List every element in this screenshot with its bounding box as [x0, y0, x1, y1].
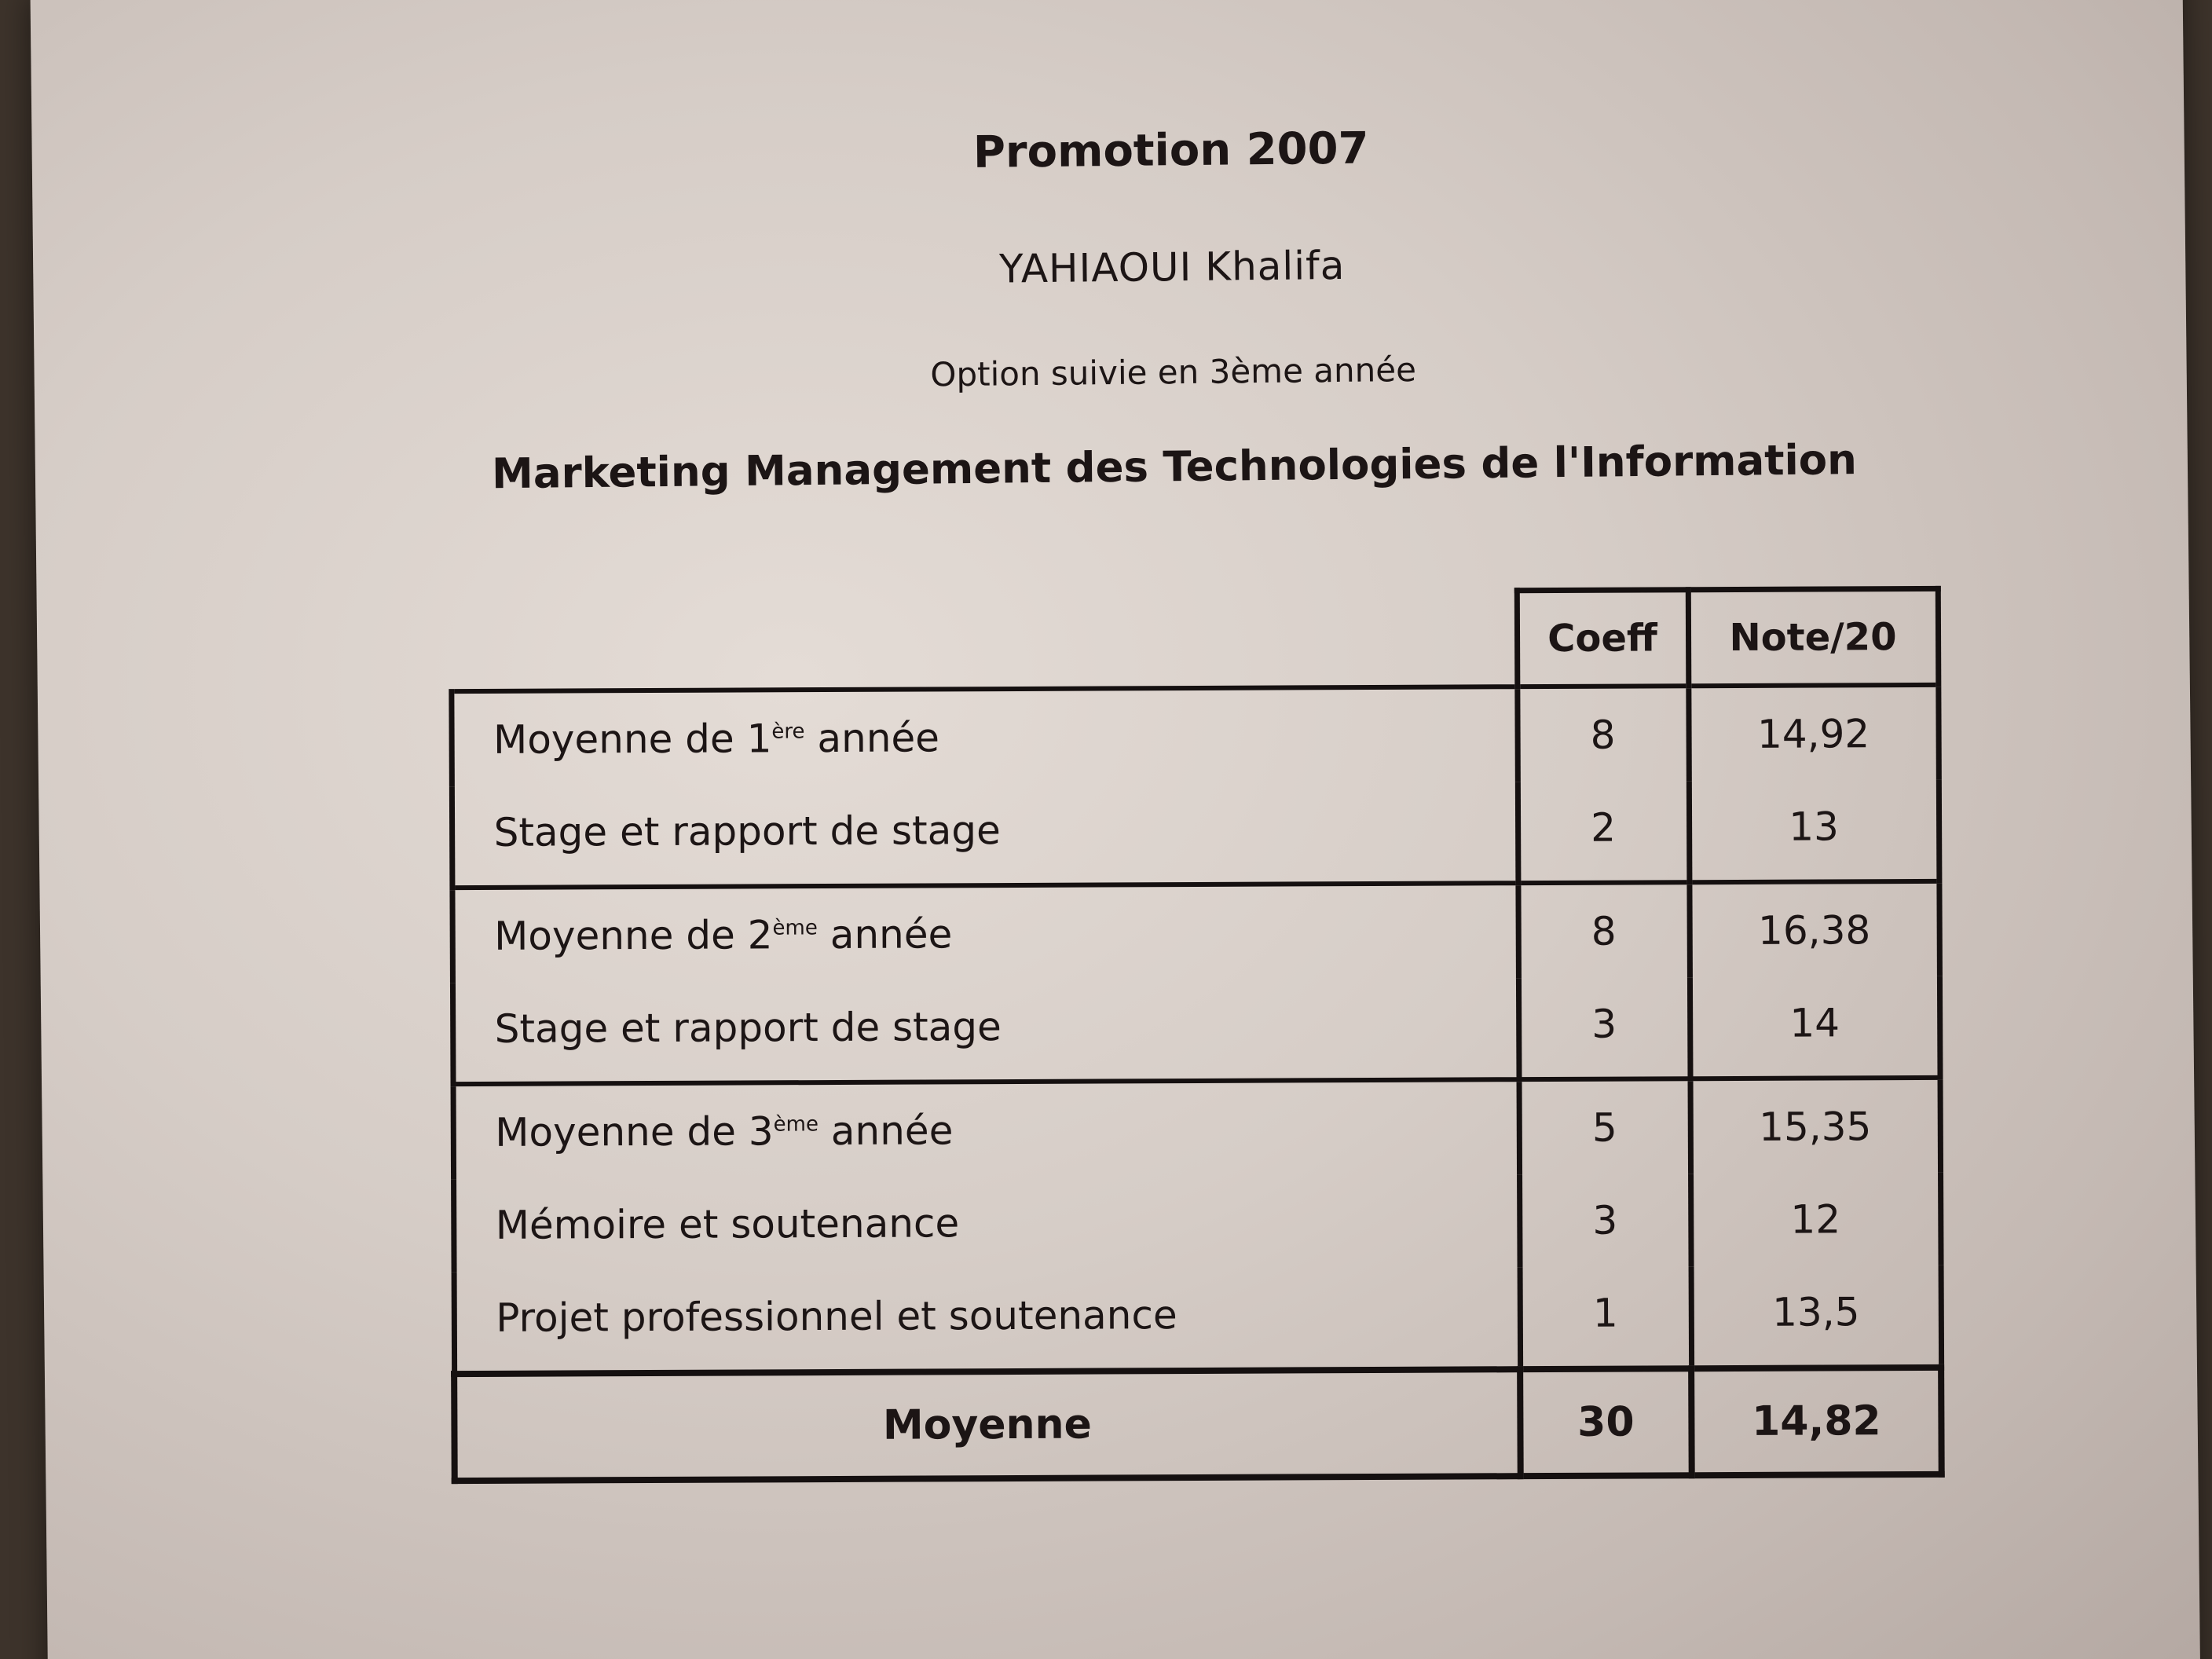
option-label: Option suivie en 3ème année	[930, 350, 1417, 394]
table-row	[454, 1265, 1942, 1374]
row-note: 13,5	[1691, 1265, 1942, 1368]
table-row	[453, 1078, 1941, 1179]
row-coeff: 3	[1519, 1174, 1691, 1267]
table-row	[452, 976, 1940, 1084]
grades-table	[448, 586, 1945, 1484]
row-note: 16,38	[1689, 881, 1939, 977]
header-coeff: Coeff	[1517, 590, 1689, 687]
table-header-row	[451, 588, 1939, 691]
row-note: 14	[1690, 976, 1940, 1079]
table-row	[451, 685, 1939, 786]
row-label: Stage et rapport de stage	[452, 978, 1519, 1084]
row-coeff: 8	[1518, 882, 1690, 978]
row-note: 12	[1690, 1173, 1941, 1266]
table-row	[453, 1173, 1940, 1272]
row-label: Projet professionnel et soutenance	[454, 1267, 1521, 1374]
row-coeff: 1	[1520, 1266, 1692, 1369]
student-name: YAHIAOUI Khalifa	[998, 242, 1346, 292]
option-name: Marketing Management des Technologies de l'Information	[491, 436, 1858, 499]
row-coeff: 5	[1519, 1079, 1691, 1174]
grades-table-wrapper	[36, 0, 2212, 1648]
table-row	[452, 780, 1939, 888]
row-coeff: 2	[1518, 781, 1690, 883]
row-label: Mémoire et soutenance	[453, 1174, 1520, 1272]
row-note: 14,92	[1688, 685, 1939, 781]
row-coeff: 8	[1517, 686, 1689, 782]
paper-sheet	[31, 0, 2201, 1659]
row-label: Moyenne de 1ère année	[451, 687, 1518, 786]
document-title: Promotion 2007	[972, 123, 1369, 178]
header-empty-cell	[451, 591, 1518, 691]
row-note: 13	[1689, 780, 1939, 882]
table-row	[452, 881, 1939, 983]
table-total-row	[454, 1368, 1942, 1481]
total-label: Moyenne	[454, 1369, 1521, 1481]
total-note: 14,82	[1691, 1368, 1942, 1475]
row-coeff: 3	[1518, 977, 1690, 1079]
row-label: Moyenne de 3ème année	[453, 1079, 1520, 1179]
header-note: Note/20	[1688, 588, 1939, 686]
row-label: Moyenne de 2ème année	[452, 883, 1518, 983]
row-note: 15,35	[1690, 1078, 1941, 1174]
total-coeff: 30	[1520, 1368, 1692, 1476]
row-label: Stage et rapport de stage	[452, 782, 1518, 888]
